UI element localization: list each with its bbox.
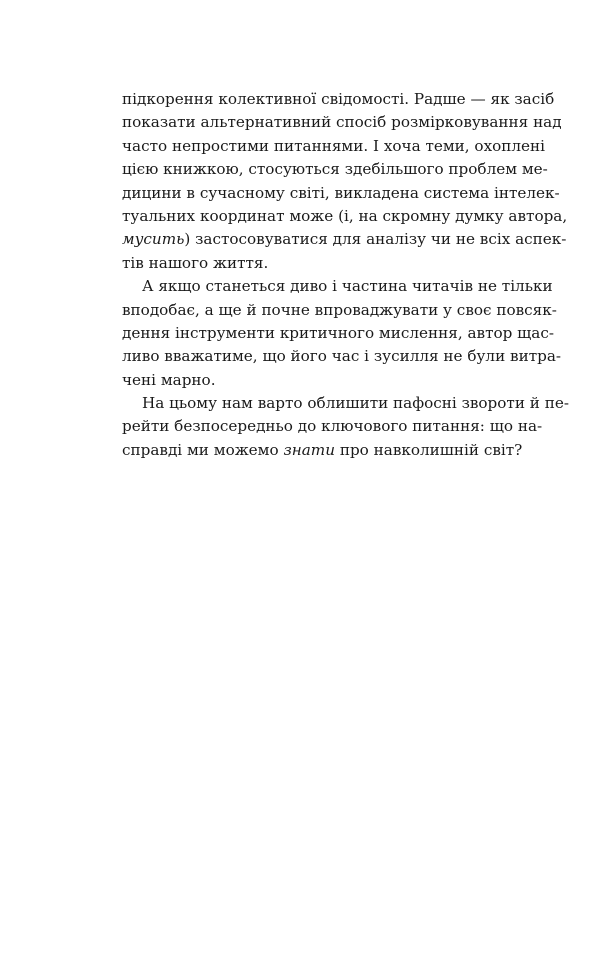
text-line	[122, 439, 523, 462]
text-line: показати альтернативний спосіб розмірковування над	[122, 113, 562, 132]
text-line: часто непростими питаннями. І хоча теми, охоплені	[122, 136, 546, 155]
text-segment: про навколишній світ?	[335, 440, 523, 459]
paragraph-1	[122, 88, 568, 275]
text-line: рейти безпосередньо до ключового питання: що на-	[122, 417, 543, 436]
text-line: ливо вважатиме, що його час і зусилля не були витра-	[122, 347, 562, 366]
text-line: дення інструменти критичного мислення, автор щас-	[122, 323, 554, 342]
text-segment: справді ми можемо	[122, 440, 284, 459]
text-segment: ) застосовуватися для аналізу чи не всіх аспек-	[184, 230, 567, 249]
text-line: туальних координат може (і, на скромну думку автора,	[122, 206, 568, 225]
text-line: цією книжкою, стосуються здебільшого проблем ме-	[122, 160, 548, 179]
emphasis-text: знати	[283, 440, 335, 459]
text-line: тів нашого життя.	[122, 253, 269, 272]
text-line: чені марно.	[122, 370, 216, 389]
text-line: На цьому нам варто облишити пафосні звороти й пе-	[142, 394, 569, 413]
emphasis-text: мусить	[122, 230, 185, 249]
text-line: А якщо станеться диво і частина читачів не тільки	[142, 277, 553, 296]
paragraph-2	[122, 275, 562, 392]
text-line: вподобає, а ще й почне впроваджувати у своє повсяк-	[122, 300, 557, 319]
text-line	[122, 228, 567, 251]
body-text	[122, 88, 569, 462]
text-line: підкорення колективної свідомості. Радше — як засіб	[122, 90, 555, 108]
text-line: дицини в сучасному світі, викладена система інтелек-	[122, 183, 560, 202]
paragraph-3	[122, 392, 569, 462]
